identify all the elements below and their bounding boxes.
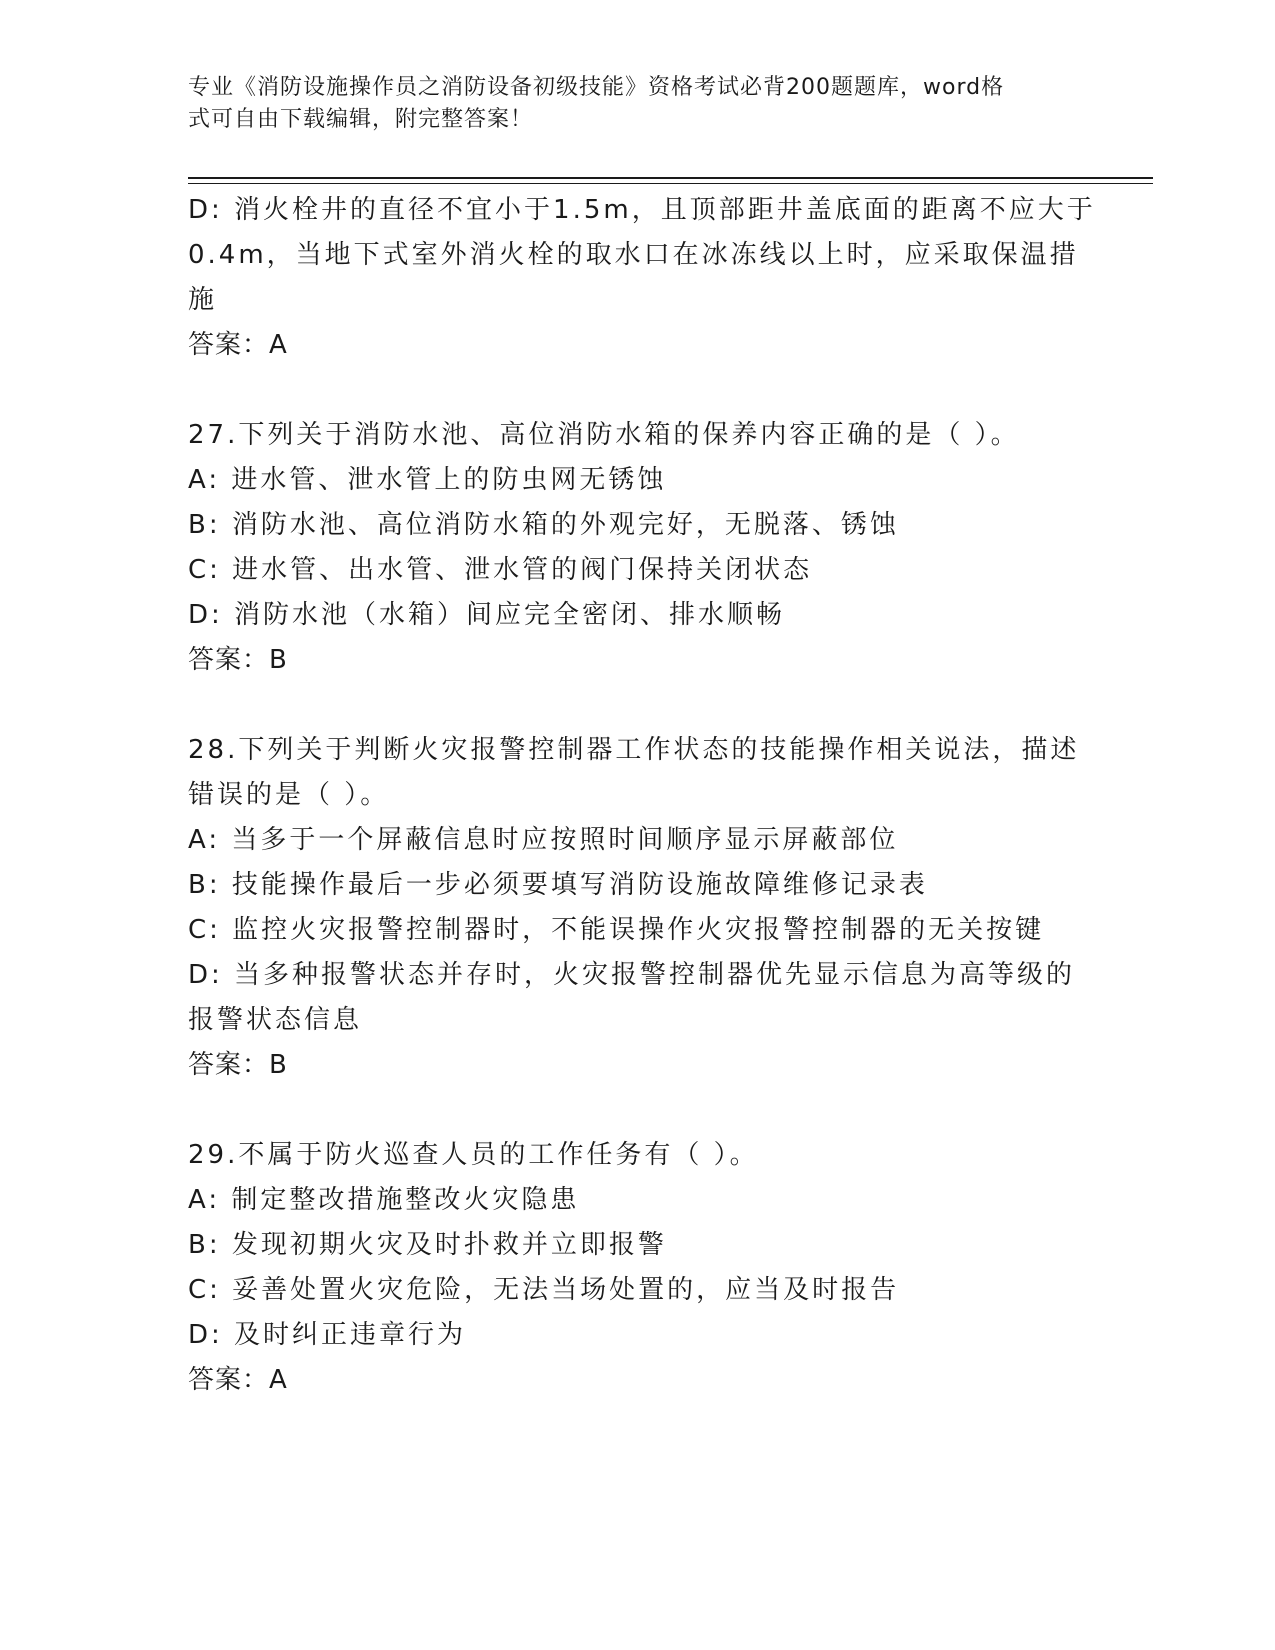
header-divider-thin (188, 183, 1153, 184)
option-b-text: B: 发现初期火灾及时扑救并立即报警 (188, 1230, 667, 1260)
option-d-text: 0.4m，当地下式室外消火栓的取水口在冰冻线以上时，应采取保温措 (188, 240, 1079, 270)
question-stem: 错误的是（ ）。 (188, 780, 390, 810)
header-line: 式可自由下载编辑，附完整答案！ (188, 107, 534, 132)
question-stem: 29.不属于防火巡查人员的工作任务有（ ）。 (188, 1140, 759, 1170)
spacer (188, 368, 1088, 413)
option-c-text: C: 进水管、出水管、泄水管的阀门保持关闭状态 (188, 555, 813, 585)
question-stem: 27.下列关于消防水池、高位消防水箱的保养内容正确的是（ ）。 (188, 420, 1020, 450)
answer-text: 答案：B (188, 645, 288, 675)
option-d-text: 报警状态信息 (188, 1005, 363, 1035)
option-c-text: C: 监控火灾报警控制器时，不能误操作火灾报警控制器的无关按键 (188, 915, 1045, 945)
option-d-text: 施 (188, 285, 218, 315)
option-a-text: A: 制定整改措施整改火灾隐患 (188, 1185, 580, 1215)
answer-text: 答案：A (188, 330, 288, 360)
question-29 (188, 1133, 1088, 1403)
option-a-text: A: 进水管、泄水管上的防虫网无锈蚀 (188, 465, 667, 495)
option-d-text: D: 消防水池（水箱）间应完全密闭、排水顺畅 (188, 600, 786, 630)
option-d-text: D: 当多种报警状态并存时，火灾报警控制器优先显示信息为高等级的 (188, 960, 1076, 990)
option-b-text: B: 技能操作最后一步必须要填写消防设施故障维修记录表 (188, 870, 928, 900)
option-a-text: A: 当多于一个屏蔽信息时应按照时间顺序显示屏蔽部位 (188, 825, 899, 855)
spacer (188, 1088, 1088, 1133)
option-d-text: D: 消火栓井的直径不宜小于1.5m，且顶部距井盖底面的距离不应大于 (188, 195, 1096, 225)
option-b-text: B: 消防水池、高位消防水箱的外观完好，无脱落、锈蚀 (188, 510, 899, 540)
spacer (188, 683, 1088, 728)
header-divider (188, 177, 1153, 179)
option-c-text: C: 妥善处置火灾危险，无法当场处置的，应当及时报告 (188, 1275, 900, 1305)
document-header (188, 72, 1068, 136)
question-content (188, 188, 1096, 1403)
question-stem: 28.下列关于判断火灾报警控制器工作状态的技能操作相关说法，描述 (188, 735, 1080, 765)
answer-text: 答案：A (188, 1365, 288, 1395)
question-26-tail (188, 188, 1096, 368)
option-d-text: D: 及时纠正违章行为 (188, 1320, 467, 1350)
header-line: 专业《消防设施操作员之消防设备初级技能》资格考试必背200题题库，word格 (188, 75, 1005, 100)
question-27 (188, 413, 1088, 683)
question-28 (188, 728, 1088, 1088)
answer-text: 答案：B (188, 1050, 288, 1080)
